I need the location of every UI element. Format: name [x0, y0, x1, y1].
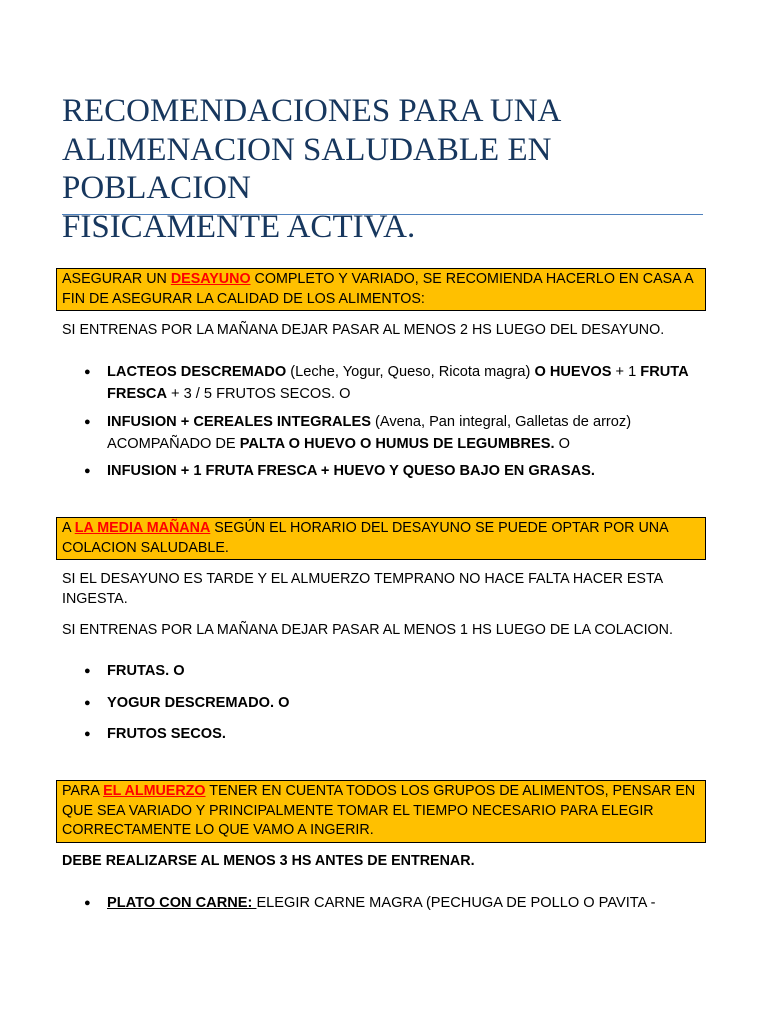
almuerzo-callout-suffix: TENER EN CUENTA TODOS LOS GRUPOS DE ALIMENTOS, PENSAR EN QUE SEA VARIADO Y PRINCIPALMENTE TOMAR EL TIEMPO NECESARIO PARA ELEGIR CORRECTAMENTE LO QUE VAMO A INGERIR. [62, 783, 696, 838]
item-text: (Leche, Yogur, Queso, Ricota magra) [286, 364, 535, 380]
bullet-icon: ● [84, 728, 91, 740]
item-bold: FRUTOS SECOS. [107, 726, 226, 742]
item-text: + 3 / 5 FRUTOS SECOS. O [167, 386, 351, 402]
item-bold: FRUTA FRESCA [107, 364, 689, 402]
item-bold: LACTEOS DESCREMADO [107, 364, 287, 380]
item-bold: FRUTAS. O [107, 663, 185, 679]
bullet-icon: ● [84, 665, 91, 677]
item-bold: INFUSION + CEREALES INTEGRALES [107, 414, 371, 430]
desayuno-note: SI ENTRENAS POR LA MAÑANA DEJAR PASAR AL MENOS 2 HS LUEGO DEL DESAYUNO. [62, 322, 665, 338]
item-text: + 1 [611, 364, 641, 380]
desayuno-highlight: DESAYUNO [170, 271, 251, 287]
media-manana-item-1 [84, 660, 724, 682]
bullet-icon: ● [84, 897, 91, 909]
item-bold: INFUSION + 1 FRUTA FRESCA + HUEVO Y QUESO BAJO EN GRASAS. [107, 463, 595, 479]
item-text: ELEGIR CARNE MAGRA (PECHUGA DE POLLO O PAVITA - [256, 895, 656, 911]
desayuno-callout-prefix: ASEGURAR UN [62, 271, 171, 287]
title-line-1: RECOMENDACIONES PARA UNA [62, 93, 562, 129]
bullet-icon: ● [84, 465, 91, 477]
media-manana-note-2: SI ENTRENAS POR LA MAÑANA DEJAR PASAR AL MENOS 1 HS LUEGO DE LA COLACION. [62, 622, 673, 638]
media-manana-item-3 [84, 723, 724, 745]
desayuno-callout [56, 268, 706, 311]
media-manana-highlight: LA MEDIA MAÑANA [74, 520, 211, 536]
media-manana-item-2 [84, 692, 724, 714]
media-manana-note-1: SI EL DESAYUNO ES TARDE Y EL ALMUERZO TEMPRANO NO HACE FALTA HACER ESTA INGESTA. [62, 571, 663, 607]
desayuno-item-2 [84, 411, 724, 455]
bullet-icon: ● [84, 366, 91, 378]
almuerzo-note: DEBE REALIZARSE AL MENOS 3 HS ANTES DE ENTRENAR. [62, 853, 475, 869]
desayuno-item-3 [84, 460, 724, 482]
item-bold: PALTA O HUEVO O HUMUS DE LEGUMBRES. [239, 436, 555, 452]
media-manana-callout [56, 517, 706, 560]
media-manana-callout-suffix: SEGÚN EL HORARIO DEL DESAYUNO SE PUEDE OPTAR POR UNA COLACION SALUDABLE. [62, 520, 668, 556]
item-text: (Avena, Pan integral, Galletas de arroz) ACOMPAÑADO DE [107, 414, 632, 452]
media-manana-callout-prefix: A [62, 520, 75, 536]
title-line-2: ALIMENACION SALUDABLE EN POBLACION [62, 131, 552, 206]
title-line-3: FISICAMENTE ACTIVA. [62, 208, 416, 245]
almuerzo-highlight: EL ALMUERZO [103, 783, 206, 799]
bullet-icon: ● [84, 416, 91, 428]
almuerzo-callout [56, 780, 706, 843]
item-bold: O HUEVOS [534, 364, 612, 380]
desayuno-callout-suffix: COMPLETO Y VARIADO, SE RECOMIENDA HACERLO EN CASA A FIN DE ASEGURAR LA CALIDAD DE LOS ALIMENTOS: [62, 271, 693, 307]
item-bold: YOGUR DESCREMADO. O [107, 695, 290, 711]
almuerzo-item-1 [84, 892, 724, 914]
document-title [62, 92, 722, 246]
desayuno-item-1 [84, 361, 724, 405]
item-text: O [554, 436, 570, 452]
item-label: PLATO CON CARNE: [107, 895, 257, 911]
bullet-icon: ● [84, 697, 91, 709]
almuerzo-callout-prefix: PARA [62, 783, 104, 799]
title-divider [62, 214, 703, 215]
